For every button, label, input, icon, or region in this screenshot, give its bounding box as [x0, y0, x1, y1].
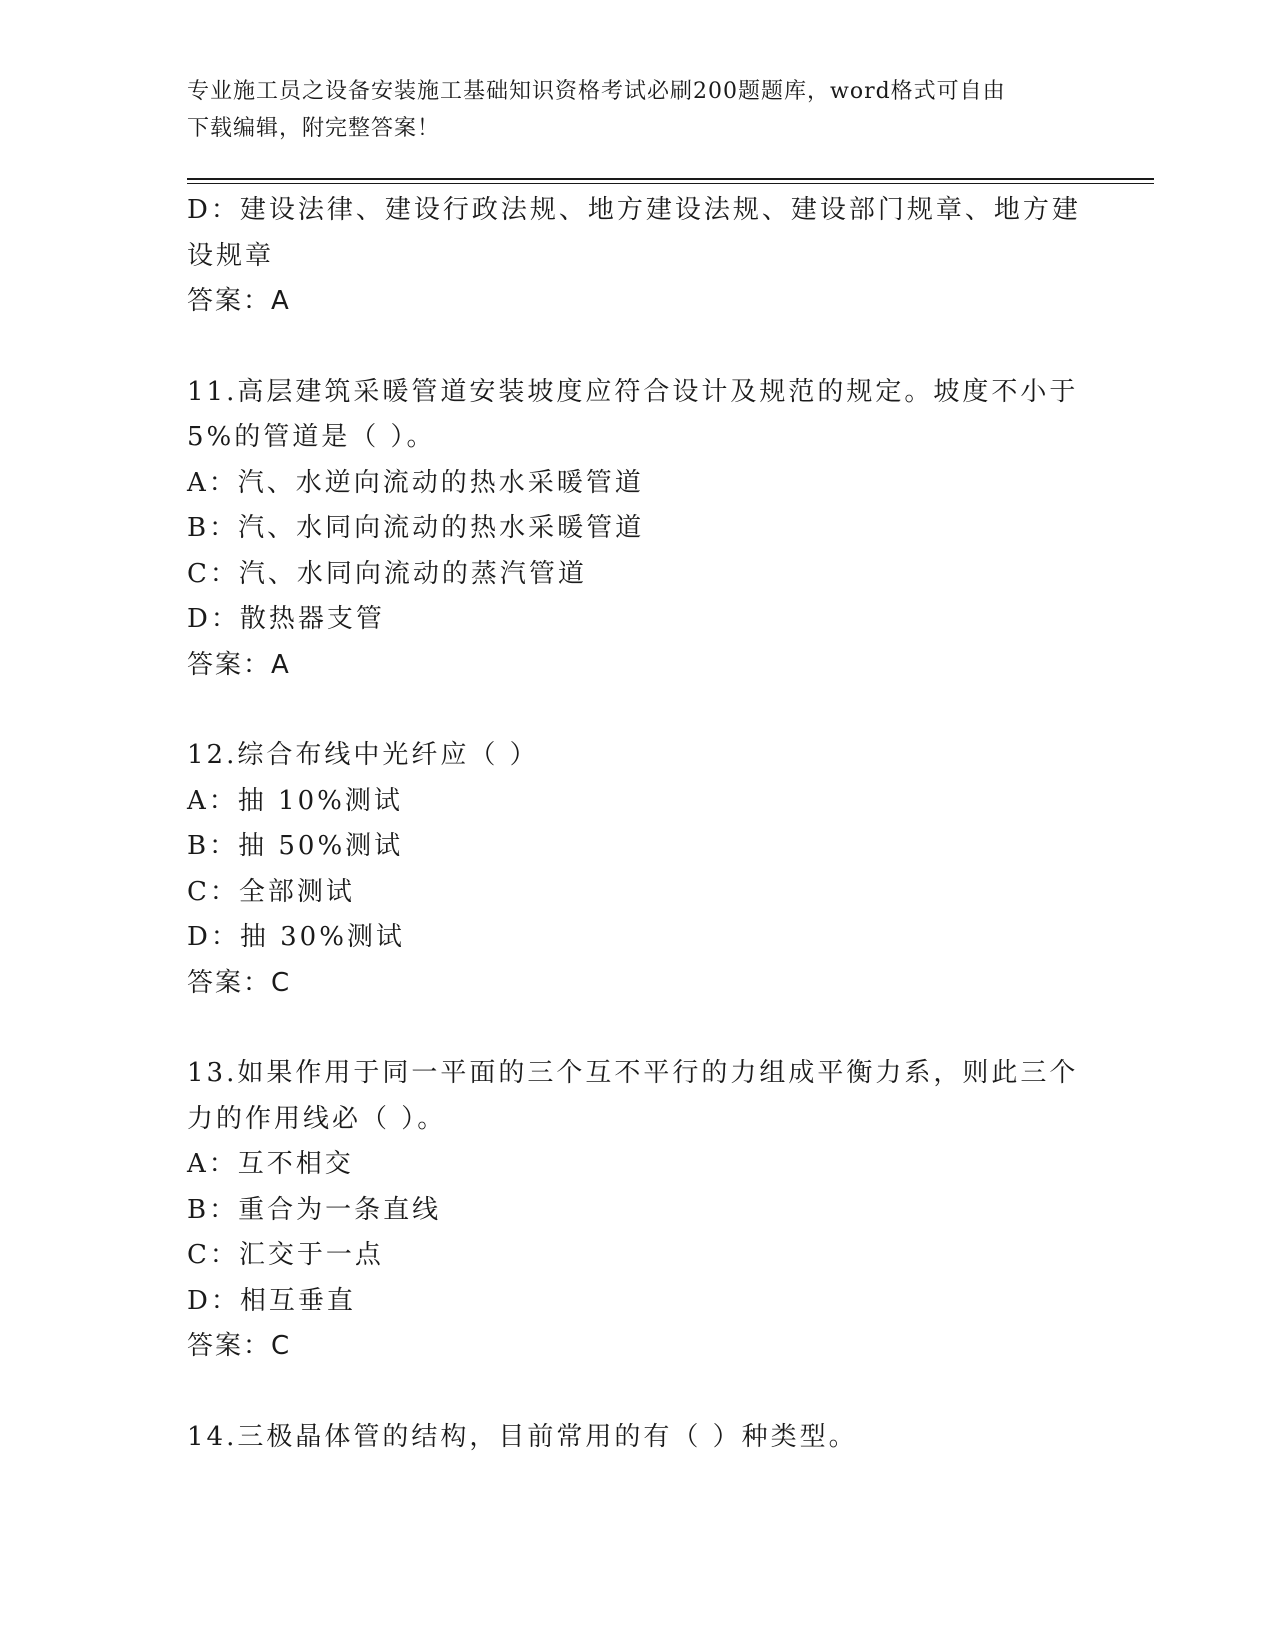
- question-11: [187, 370, 1087, 689]
- spacer: [187, 688, 1087, 733]
- spacer: [187, 325, 1087, 370]
- q12-option-b: B：抽 50%测试: [187, 831, 404, 861]
- q10-option-d-line-1: D：建设法律、建设行政法规、地方建设法规、建设部门规章、地方建: [187, 195, 1081, 225]
- document-header: [187, 73, 1087, 147]
- q13-option-c: C：汇交于一点: [187, 1240, 384, 1270]
- q12-answer: 答案：C: [187, 967, 292, 998]
- header-line-2: 下载编辑，附完整答案！: [187, 116, 441, 141]
- q13-answer: 答案：C: [187, 1331, 292, 1361]
- q14-stem: 14.三极晶体管的结构，目前常用的有（ ）种类型。: [187, 1421, 858, 1452]
- q13-option-a: A：互不相交: [187, 1149, 354, 1179]
- q13-stem-line-2: 力的作用线必（ ）。: [187, 1103, 447, 1134]
- q13-option-d: D：相互垂直: [187, 1285, 356, 1316]
- question-13: [187, 1051, 1087, 1370]
- header-line-1: 专业施工员之设备安装施工基础知识资格考试必刷200题题库，word格式可自由: [187, 79, 1006, 104]
- q11-stem-line-2: 5%的管道是（ ）。: [187, 422, 436, 452]
- q11-stem-line-1: 11.高层建筑采暖管道安装坡度应符合设计及规范的规定。坡度不小于: [187, 376, 1079, 407]
- question-list: [187, 188, 1087, 1460]
- q12-stem: 12.综合布线中光纤应（ ）: [187, 740, 539, 770]
- question-12: [187, 733, 1087, 1006]
- q10-option-d-line-2: 设规章: [187, 240, 275, 271]
- header-divider-thin: [187, 183, 1154, 184]
- q11-answer: 答案：A: [187, 649, 291, 680]
- q12-option-c: C：全部测试: [187, 876, 355, 907]
- question-14: [187, 1415, 1087, 1461]
- q13-option-b: B：重合为一条直线: [187, 1194, 442, 1225]
- question-10-tail: [187, 188, 1087, 325]
- q11-option-c: C：汽、水同向流动的蒸汽管道: [187, 558, 587, 589]
- q13-stem-line-1: 13.如果作用于同一平面的三个互不平行的力组成平衡力系，则此三个: [187, 1058, 1079, 1088]
- q12-option-d: D：抽 30%测试: [187, 922, 405, 952]
- q11-option-d: D：散热器支管: [187, 604, 385, 634]
- q11-option-b: B：汽、水同向流动的热水采暖管道: [187, 513, 645, 543]
- spacer: [187, 1370, 1087, 1415]
- q10-answer: 答案：A: [187, 286, 291, 316]
- header-divider-thick: [187, 178, 1154, 180]
- spacer: [187, 1006, 1087, 1051]
- q11-option-a: A：汽、水逆向流动的热水采暖管道: [187, 467, 644, 498]
- q12-option-a: A：抽 10%测试: [187, 785, 403, 816]
